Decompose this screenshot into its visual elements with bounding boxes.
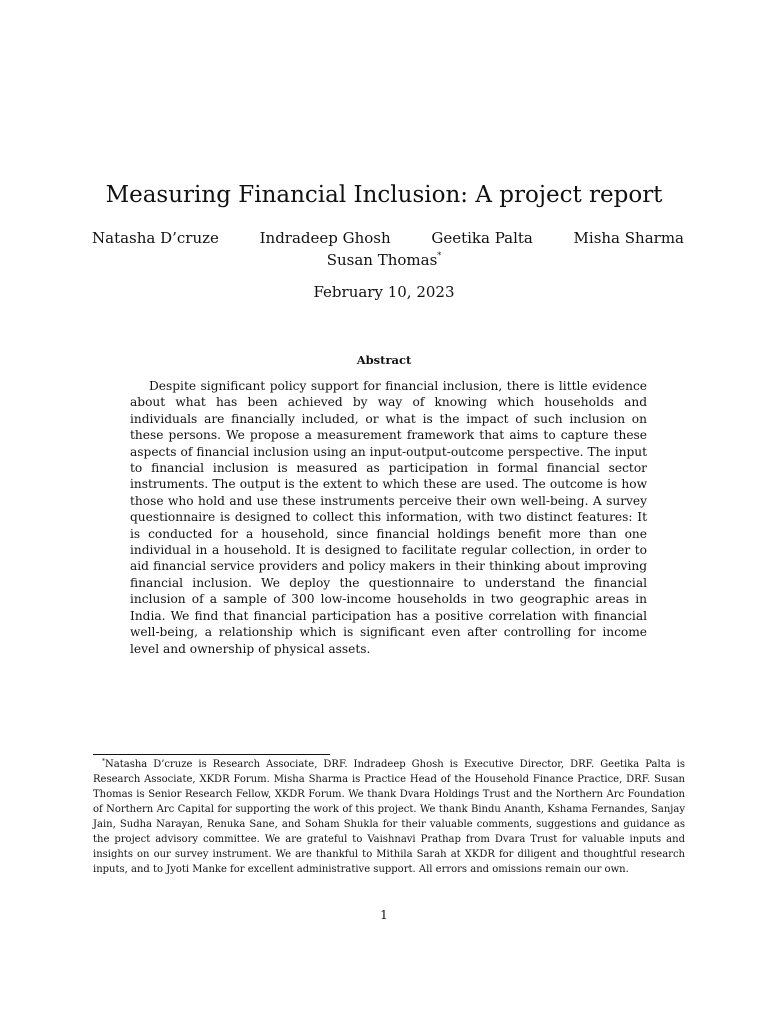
page-number: 1 bbox=[380, 908, 388, 922]
footnote-divider bbox=[93, 754, 330, 755]
author-name: Geetika Palta bbox=[431, 229, 533, 247]
paper-title: Measuring Financial Inclusion: A project report bbox=[105, 182, 663, 208]
abstract-heading: Abstract bbox=[356, 353, 412, 367]
author-list bbox=[92, 228, 684, 248]
footnote-marker: * bbox=[437, 251, 442, 260]
footnote-marker: * bbox=[102, 758, 105, 765]
author-name: Misha Sharma bbox=[573, 229, 684, 247]
author-name: Susan Thomas bbox=[326, 251, 438, 269]
footnote bbox=[93, 757, 685, 877]
author-list-second-line bbox=[0, 250, 768, 270]
abstract-text: Despite significant policy support for financial inclusion, there is little evidence about what has been achieved by way of knowing which households and individuals are financially included, or what is the impact of such inclusion on these persons. We propose a measurement framework that aims to capture these aspects of financial inclusion using an input-output-outcome perspective. The input to financial inclusion is measured as participation in formal financial sector instruments. The output is the extent to which these are used. The outcome is how those who hold and use these instruments perceive their own well-being. A survey questionnaire is designed to collect this information, with two distinct features: It is conducted for a household, since financial holdings benefit more than one individual in a household. It is designed to facilitate regular collection, in order to aid financial service providers and policy makers in their thinking about improving financial inclusion. We deploy the questionnaire to understand the financial inclusion of a sample of 300 low-income households in two geographic areas in India. We find that financial participation has a positive correlation with financial well-being, a relationship which is significant even after controlling for income level and ownership of physical assets. bbox=[130, 379, 647, 656]
footnote-text: Natasha D’cruze is Research Associate, DRF. Indradeep Ghosh is Executive Director, DRF. Geetika Palta is Research Associate, XKDR Forum. Misha Sharma is Practice Head of the Household Finance Practice, DRF. Susan Thomas is Senior Research Fellow, XKDR Forum. We thank Dvara Holdings Trust and the Northern Arc Foundation of Northern Arc Capital for supporting the work of this project. We thank Bindu Ananth, Kshama Fernandes, Sanjay Jain, Sudha Narayan, Renuka Sane, and Soham Shukla for their valuable comments, suggestions and guidance as the project advisory committee. We are grateful to Vaishnavi Prathap from Dvara Trust for valuable inputs and insights on our survey instrument. We are thankful to Mithila Sarah at XKDR for diligent and thoughtful research inputs, and to Jyoti Manke for excellent administrative support. All errors and omissions remain our own. bbox=[93, 759, 685, 875]
publication-date: February 10, 2023 bbox=[313, 283, 455, 301]
author-name: Indradeep Ghosh bbox=[259, 229, 391, 247]
author-name: Natasha D’cruze bbox=[92, 229, 219, 247]
